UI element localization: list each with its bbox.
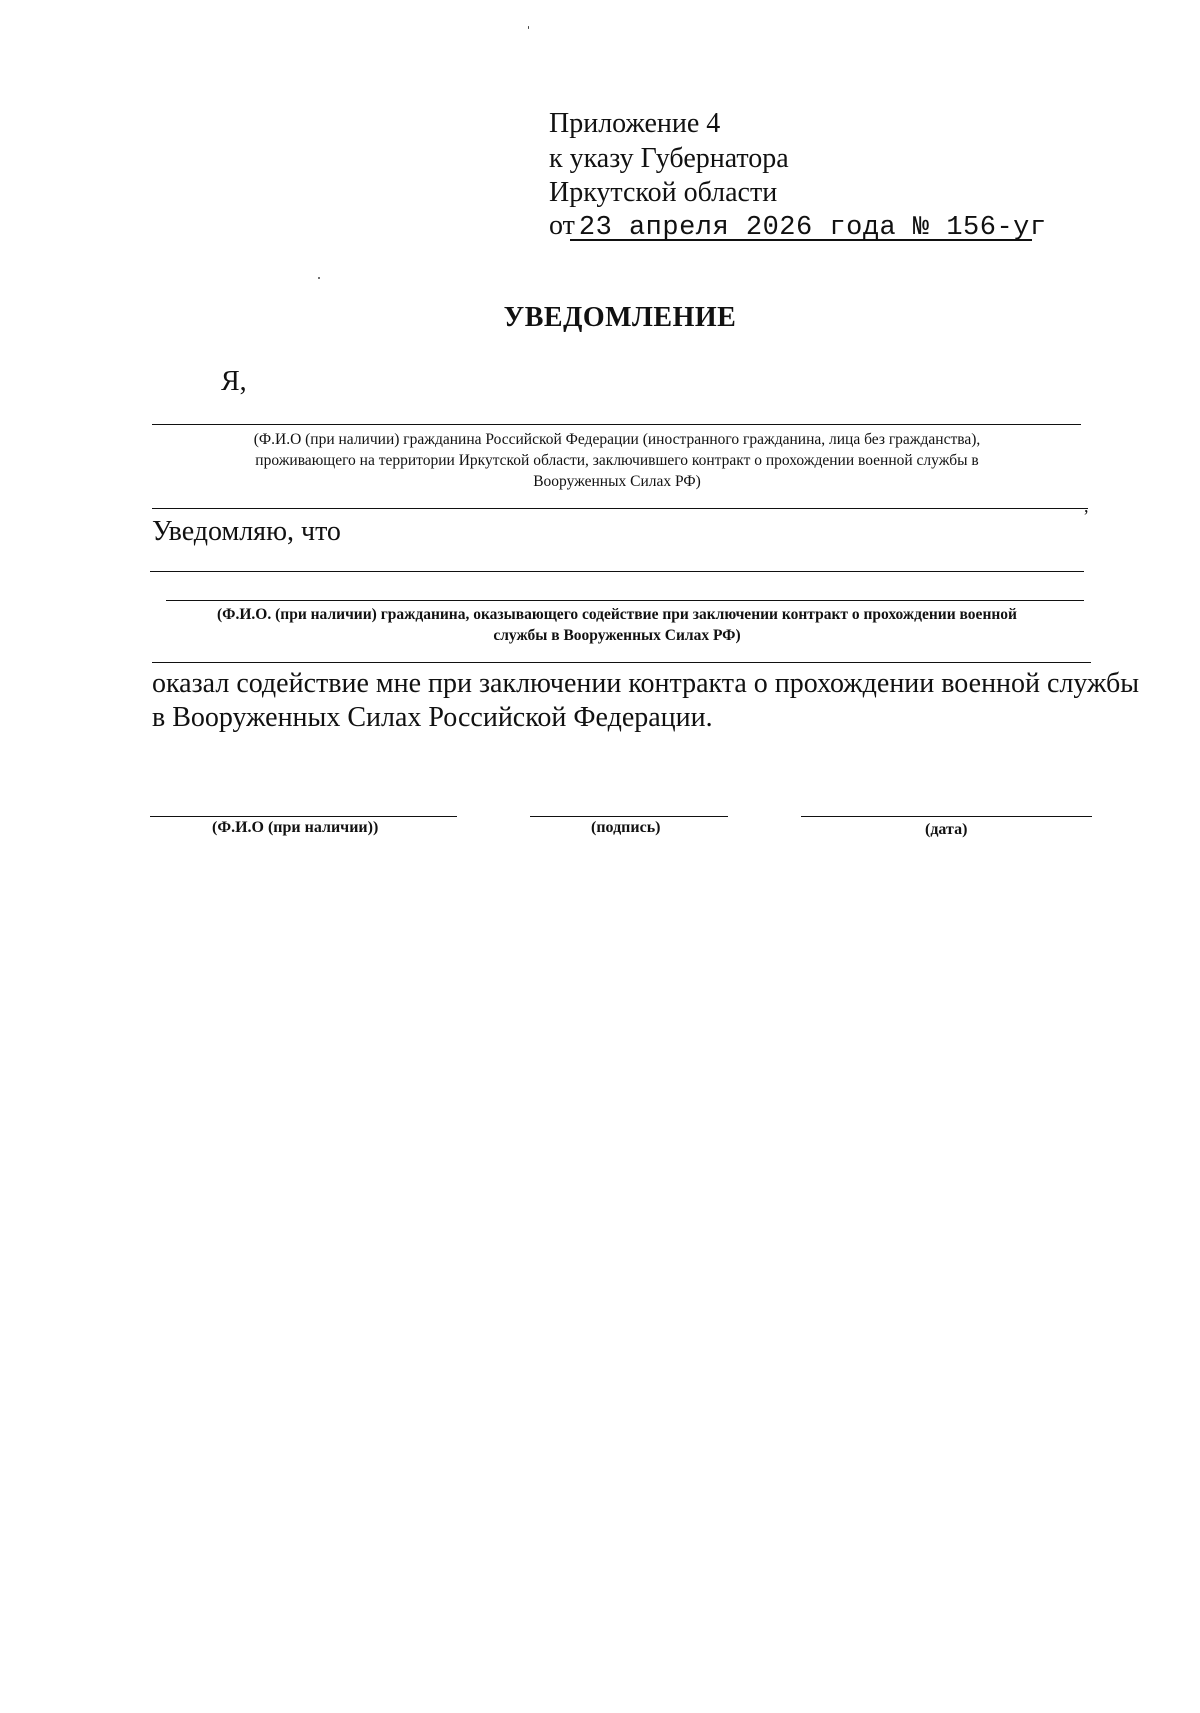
signature-name-label: (Ф.И.О (при наличии)) <box>212 819 379 836</box>
citizen-address-line[interactable] <box>152 508 1088 509</box>
appendix-number: Приложение 4 <box>549 108 721 139</box>
signature-sign-line[interactable] <box>530 816 728 817</box>
helper-caption <box>150 604 1084 646</box>
line-comma: , <box>1084 496 1089 516</box>
signature-name-line[interactable] <box>150 816 457 817</box>
helper-caption-line-2: службы в Вооруженных Силах РФ) <box>493 627 741 644</box>
citizen-name-line[interactable] <box>152 424 1081 425</box>
citizen-caption-line-2: проживающего на территории Иркутской области, заключившего контракт о прохождении военной службы в <box>255 452 979 469</box>
helper-caption-line-1: (Ф.И.О. (при наличии) гражданина, оказывающего содействие при заключении контракт о прохождении военной <box>217 606 1017 623</box>
statement-line-2: в Вооруженных Силах Российской Федерации. <box>152 702 713 733</box>
appendix-region: Иркутской области <box>549 177 778 208</box>
scan-speck <box>318 277 320 279</box>
helper-name-line[interactable] <box>150 571 1084 572</box>
signature-date-label: (дата) <box>925 821 968 838</box>
scan-speck <box>528 26 529 29</box>
helper-name-line-2[interactable] <box>166 600 1084 601</box>
citizen-caption-line-3: Вооруженных Силах РФ) <box>533 473 701 490</box>
signature-sign-label: (подпись) <box>591 819 661 836</box>
signature-date-line[interactable] <box>801 816 1092 817</box>
appendix-decree: к указу Губернатора <box>549 143 789 174</box>
notify-text: Уведомляю, что <box>152 516 341 547</box>
citizen-caption-line-1: (Ф.И.О (при наличии) гражданина Российской Федерации (иностранного гражданина, лица без гражданства), <box>253 431 981 448</box>
order-date-number: 23 апреля 2026 года № 156-уг <box>578 213 1047 243</box>
statement-line-1: оказал содействие мне при заключении контракта о прохождении военной службы <box>152 668 1140 699</box>
order-underline <box>570 239 1032 241</box>
document-title: УВЕДОМЛЕНИЕ <box>503 302 737 333</box>
helper-bottom-line[interactable] <box>152 662 1091 663</box>
intro-pronoun: Я, <box>221 366 247 397</box>
citizen-caption <box>150 429 1084 492</box>
order-prefix: от <box>549 210 575 241</box>
